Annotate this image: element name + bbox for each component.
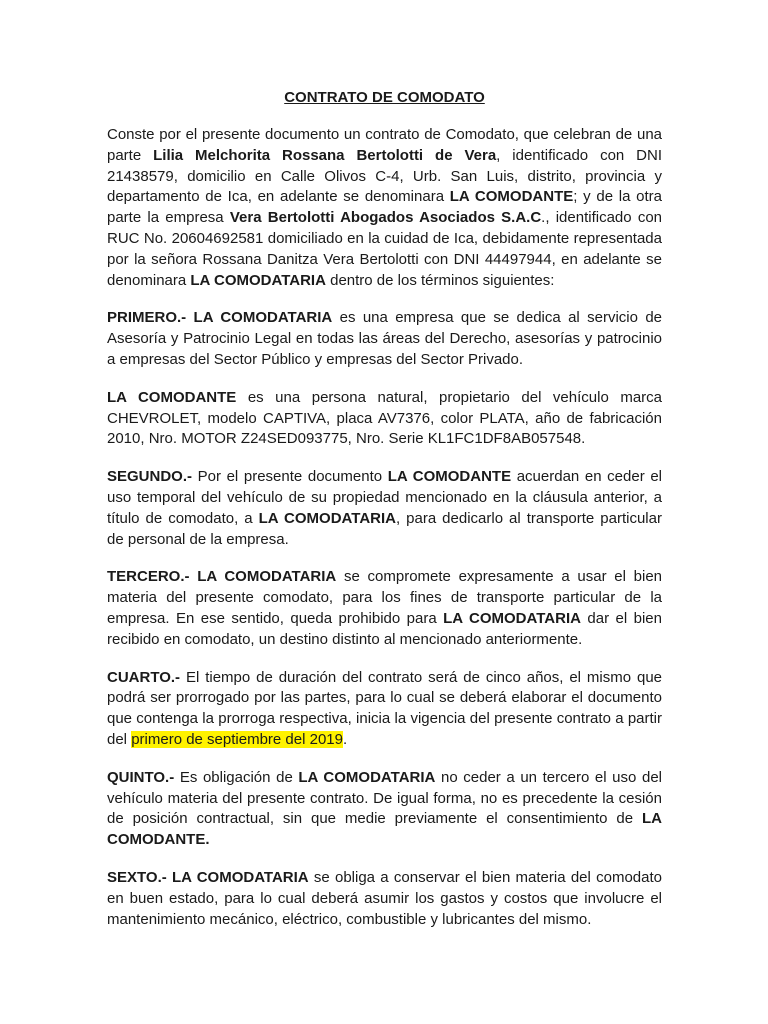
clause-comodante-text: es una persona natural, propietario del vehículo marca CHEVROLET, modelo CAPTIVA, placa AV7376, color PLATA, año de fabricación 2010, Nro. MOTOR Z24SED093775, Nro. Serie KL1FC1DF8AB057548. [107, 388, 663, 448]
intro-paragraph [107, 125, 662, 291]
comodante-term: LA COMODANTE [449, 188, 574, 206]
clause-primero [107, 308, 662, 370]
clause-cuarto-heading: CUARTO.- [107, 668, 181, 686]
clause-sexto-heading: SEXTO.- LA COMODATARIA [107, 868, 309, 886]
clause-quinto-text-1: Es obligación de [174, 768, 299, 786]
clause-segundo-text-1: Por el presente documento [192, 468, 388, 486]
clause-cuarto-text-2: . [342, 730, 348, 748]
intro-text-5: dentro de los términos siguientes: [325, 271, 555, 289]
highlighted-start-date: primero de septiembre del 2019 [131, 730, 343, 748]
clause-quinto-text-2: no ceder a un tercero el uso del vehículo materia del presente contrato. De igual forma, no es precedente la cesión de posición contractual, sin que medie previamente el consentimiento de [107, 768, 662, 828]
clause-primero-heading: PRIMERO.- LA COMODATARIA [107, 309, 333, 327]
clause-sexto [107, 868, 662, 930]
intro-text-3: ; y de la otra parte la empresa [107, 188, 662, 227]
clause-quinto [107, 768, 662, 851]
clause-sexto-text: se obliga a conservar el bien materia del comodato en buen estado, para lo cual deberá asumir los gastos y costos que involucre el mantenimiento mecánico, eléctrico, combustible y lubricantes del mismo. [107, 868, 662, 928]
clause-segundo-bold-2: LA COMODANTE [387, 468, 512, 486]
clause-segundo-bold-3: LA COMODATARIA [258, 509, 396, 527]
clause-cuarto [107, 668, 662, 751]
clause-segundo-text-2: acuerdan en ceder el uso temporal del vehículo de su propiedad mencionado en la cláusula anterior, a título de comodato, a [107, 468, 662, 527]
intro-text-1: Conste por el presente documento un contrato de Comodato, que celebran de una parte [107, 126, 662, 164]
party-company-name: Vera Bertolotti Abogados Asociados S.A.C [229, 209, 542, 227]
party-comodante-name: Lilia Melchorita Rossana Bertolotti de Vera [153, 146, 497, 164]
clause-cuarto-text-1: El tiempo de duración del contrato será de cinco años, el mismo que podrá ser prorrogado por las partes, para lo cual se deberá elaborar el documento que contenga la prorroga respectiva, inicia la vigencia del presente contrato a partir del [107, 668, 662, 748]
clause-tercero [107, 567, 662, 650]
clause-tercero-bold-2: LA COMODATARIA [443, 609, 581, 627]
comodataria-term: LA COMODATARIA [190, 271, 326, 289]
clause-tercero-text-1: se compromete expresamente a usar el bien materia del presente comodato, para los fines de transporte particular de la empresa. En ese sentido, queda prohibido para [107, 568, 663, 627]
intro-text-2: , identificado con DNI 21438579, domicilio en Calle Olivos C-4, Urb. San Luis, distrito, provincia y departamento de Ica, en adelante se denominara [107, 146, 663, 206]
clause-quinto-heading: QUINTO.- [107, 768, 175, 786]
clause-segundo [107, 467, 662, 550]
clause-quinto-bold-2: LA COMODATARIA [298, 768, 436, 786]
clause-comodante [107, 388, 662, 450]
clause-comodante-heading: LA COMODANTE [107, 388, 237, 406]
clause-segundo-heading: SEGUNDO.- [107, 468, 193, 486]
intro-text-4: ., identificado con RUC No. 20604692581 domiciliado en la cuidad de Ica, debidamente representada por la señora Rossana Danitza Vera Bertolotti con DNI 44497944, en adelante se denominara [107, 209, 663, 289]
document-title: CONTRATO DE COMODATO [284, 89, 485, 106]
clause-primero-text: es una empresa que se dedica al servicio de Asesoría y Patrocinio Legal en todas las áreas del Derecho, asesorías y patrocinio a empresas del Sector Público y empresas del Sector Privado. [107, 309, 663, 368]
clause-segundo-text-3: , para dedicarlo al transporte particular de personal de la empresa. [107, 509, 662, 548]
clause-tercero-heading: TERCERO.- LA COMODATARIA [107, 568, 337, 586]
clause-quinto-bold-3: LA COMODANTE. [107, 810, 662, 849]
clause-tercero-text-2: dar el bien recibido en comodato, un destino distinto al mencionado anteriormente. [107, 609, 662, 648]
